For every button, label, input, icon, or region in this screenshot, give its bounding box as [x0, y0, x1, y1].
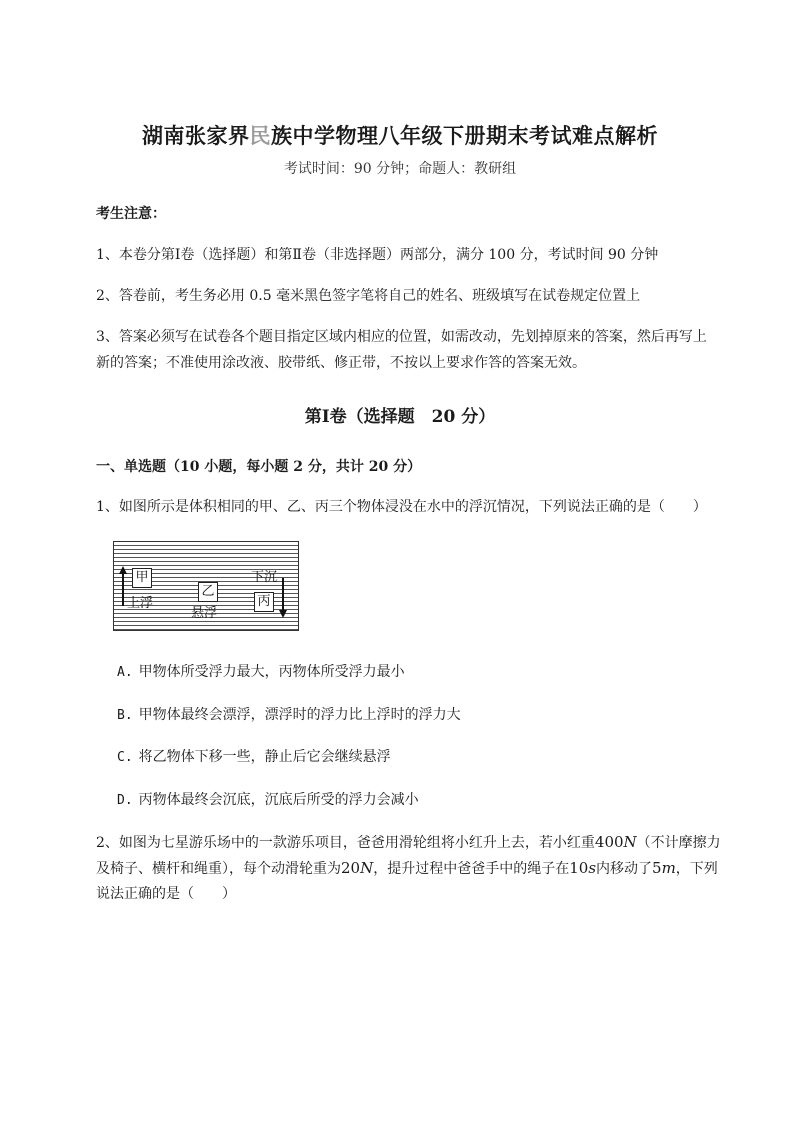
q2-unit: m — [661, 859, 676, 877]
q2-number: 5 — [652, 859, 662, 877]
buoyancy-figure — [113, 541, 299, 631]
label-suspend: 悬浮 — [191, 606, 218, 621]
question-2-line-2 — [96, 855, 718, 882]
q2-text: ，下列 — [675, 861, 718, 877]
question-2-line-1 — [96, 829, 721, 856]
q2-unit: N — [360, 859, 374, 877]
notice-heading: 考生注意： — [96, 206, 166, 222]
title-part-2: 族中学物理八年级下册期末考试难点解析 — [271, 123, 658, 148]
q2-number: 400 — [594, 833, 624, 851]
option-letter: C. — [117, 750, 133, 765]
q2-text: 2、如图为七星游乐场中的一款游乐项目，爸爸用滑轮组将小红升上去，若小红重 — [96, 835, 595, 851]
q2-unit: N — [623, 833, 637, 851]
question-1-option-c[interactable] — [117, 746, 391, 766]
notice-item-1: 1、本卷分第Ⅰ卷（选择题）和第Ⅱ卷（非选择题）两部分，满分 100 分，考试时间 90 分钟 — [96, 247, 659, 263]
label-float-up: 上浮 — [127, 596, 154, 611]
q2-number: 10 — [569, 859, 589, 877]
q2-text: （不计摩擦力 — [636, 835, 721, 851]
option-letter: A. — [117, 665, 133, 680]
title-gray-char: 民 — [249, 123, 271, 148]
q2-number: 20 — [341, 859, 361, 877]
option-letter: D. — [117, 793, 133, 808]
title-part-1: 湖南张家界 — [142, 123, 250, 148]
option-text: 丙物体最终会沉底，沉底后所受的浮力会减小 — [138, 792, 419, 808]
object-yi-box: 乙 — [198, 582, 218, 602]
option-text: 将乙物体下移一些，静止后它会继续悬浮 — [138, 749, 391, 765]
arrow-down-icon — [278, 578, 288, 618]
q2-text: ，提升过程中爸爸手中的绳子在 — [373, 861, 570, 877]
q2-text: 及椅子、横杆和绳重），每个动滑轮重为 — [96, 861, 341, 877]
notice-item-3: 3、答案必须写在试卷各个题目指定区域内相应的位置，如需改动，先划掉原来的答案，然后再写上新的答案；不准使用涂改液、胶带纸、修正带，不按以上要求作答的答案无效。 — [96, 329, 707, 371]
label-sink: 下沉 — [251, 570, 278, 585]
object-jia-box: 甲 — [132, 568, 152, 588]
question-2-line-3: 说法正确的是（ ） — [96, 886, 236, 902]
section-title: 第Ⅰ卷（选择题 20 分） — [304, 407, 496, 427]
object-bing-box: 丙 — [254, 592, 274, 612]
option-text: 甲物体最终会漂浮，漂浮时的浮力比上浮时的浮力大 — [138, 707, 461, 723]
exam-subtitle: 考试时间：90 分钟；命题人：教研组 — [283, 161, 517, 177]
option-letter: B. — [117, 708, 133, 723]
q2-text: 内移动了 — [596, 861, 653, 877]
question-1-option-b[interactable] — [117, 704, 461, 724]
question-1-stem: 1、如图所示是体积相同的甲、乙、丙三个物体浸没在水中的浮沉情况，下列说法正确的是（ ） — [96, 499, 707, 515]
option-text: 甲物体所受浮力最大，丙物体所受浮力最小 — [138, 664, 405, 680]
question-1-option-a[interactable] — [117, 661, 405, 681]
q2-unit: s — [588, 859, 597, 877]
notice-item-2: 2、答卷前，考生务必用 0.5 毫米黑色签字笔将自己的姓名、班级填写在试卷规定位置上 — [96, 288, 641, 304]
page-title — [0, 120, 800, 150]
section-subheading: 一、单选题（10 小题，每小题 2 分，共计 20 分） — [96, 459, 422, 475]
question-1-option-d[interactable] — [117, 789, 419, 809]
